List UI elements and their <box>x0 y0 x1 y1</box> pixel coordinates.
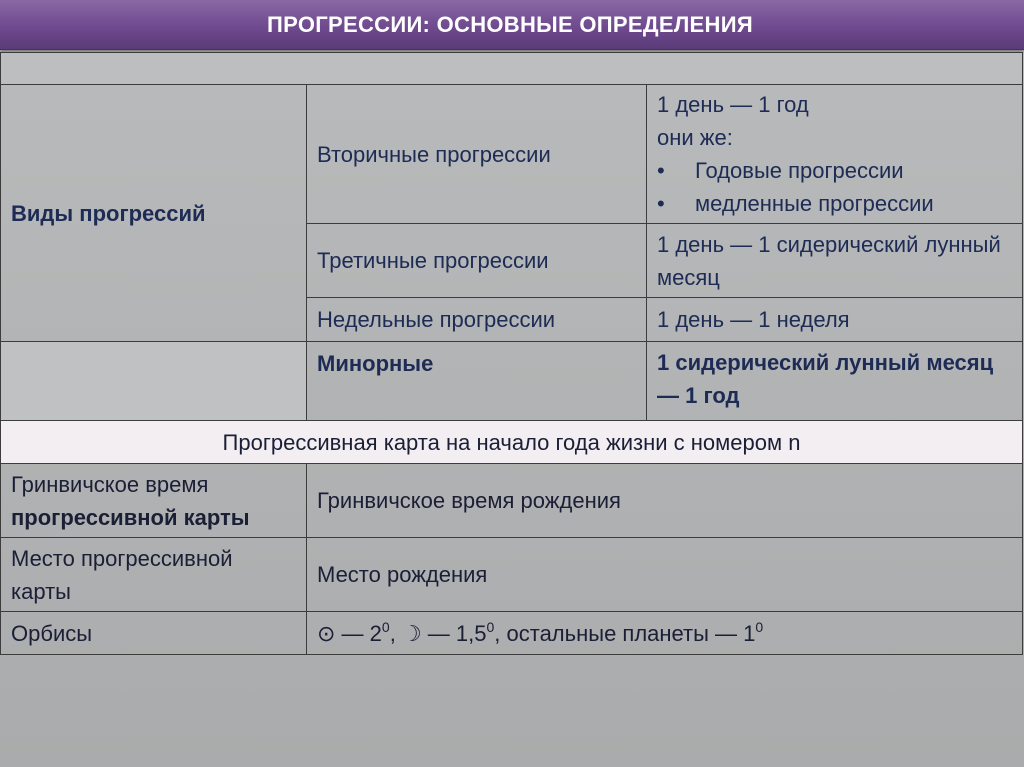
bullet-icon: • <box>657 191 665 216</box>
section-header: Прогрессивная карта на начало года жизни с номером n <box>1 421 1023 464</box>
secondary-line-1: 1 день — 1 год <box>657 92 809 117</box>
secondary-line-2: они же: <box>657 125 733 150</box>
weekly-name: Недельные прогрессии <box>307 298 647 342</box>
secondary-bullet-2: медленные прогрессии <box>695 191 934 216</box>
orbs-rest-degree: 0 <box>755 618 764 635</box>
empty-cell <box>1 342 307 421</box>
orbs-moon-degree: 0 <box>486 618 495 635</box>
table-row-orbs <box>1 612 1023 655</box>
tertiary-name: Третичные прогрессии <box>307 224 647 298</box>
orbs-value: ⊙ — $2^0$, ☽ — $1,5^0$, остальные планеты — $1^0$ <box>307 612 1023 655</box>
orbs-sun-text: — 2 <box>335 620 382 646</box>
table-top-empty-row <box>1 53 1023 85</box>
slide-title: ПРОГРЕССИИ: ОСНОВНЫЕ ОПРЕДЕЛЕНИЯ <box>267 11 753 37</box>
secondary-name: Вторичные прогрессии <box>307 85 647 224</box>
bullet-icon: • <box>657 158 665 183</box>
tertiary-value: 1 день — 1 сидерический лунный месяц <box>647 224 1023 298</box>
orbs-label: Орбисы <box>1 612 307 655</box>
empty-cell <box>1 53 1023 85</box>
greenwich-label <box>1 464 307 538</box>
greenwich-label-line-1: Гринвичское время <box>11 471 209 497</box>
title-bar <box>0 0 1024 50</box>
orbs-rest-text: , остальные планеты — 1 <box>494 620 756 646</box>
table-row-minor <box>1 342 1023 421</box>
moon-icon: ☽ <box>401 620 422 646</box>
greenwich-label-line-2: прогрессивной карты <box>11 504 250 530</box>
weekly-value: 1 день — 1 неделя <box>647 298 1023 342</box>
secondary-value <box>647 85 1023 224</box>
sun-icon: ⊙ <box>317 620 336 646</box>
table-row-section-header <box>1 421 1023 464</box>
table-row-place <box>1 538 1023 612</box>
list-item <box>657 187 1012 220</box>
types-label: Виды прогрессий <box>1 85 307 342</box>
list-item <box>657 154 1012 187</box>
orbs-moon-text: — 1,5 <box>421 620 487 646</box>
place-label: Место прогрессивной карты <box>1 538 307 612</box>
minor-name: Минорные <box>307 342 647 421</box>
greenwich-value: Гринвичское время рождения <box>307 464 1023 538</box>
definitions-table <box>0 52 1023 655</box>
orbs-sun-degree: 0 <box>381 618 390 635</box>
place-value: Место рождения <box>307 538 1023 612</box>
minor-value: 1 сидерический лунный месяц — 1 год <box>647 342 1023 421</box>
table-row-secondary <box>1 85 1023 224</box>
secondary-bullet-1: Годовые прогрессии <box>695 158 904 183</box>
table-row-greenwich <box>1 464 1023 538</box>
